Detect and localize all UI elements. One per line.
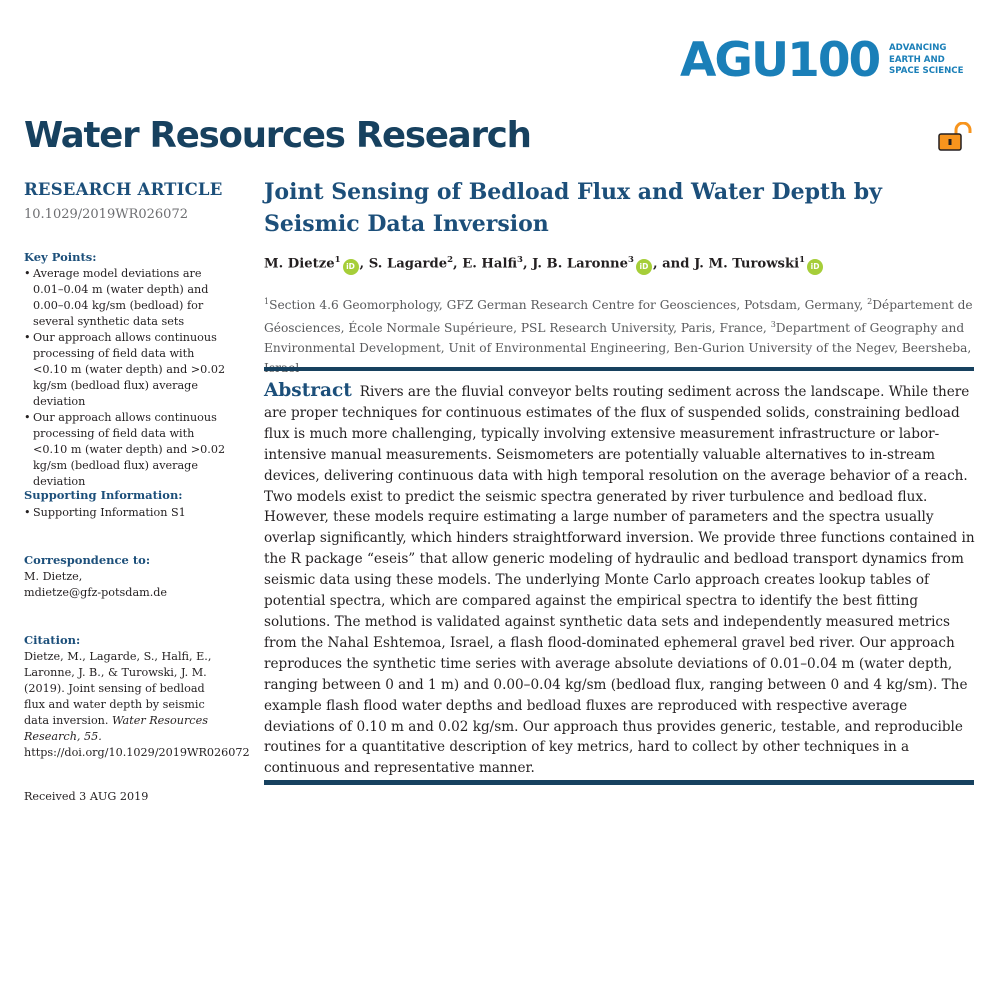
key-points bbox=[24, 266, 232, 490]
orcid-icon[interactable]: iD bbox=[636, 259, 652, 275]
orcid-icon[interactable]: iD bbox=[807, 259, 823, 275]
citation-authors: Dietze, M., Lagarde, S., Halfi, E., Laronne, J. B., & Turowski, J. M. (2019). Joint sensing of bedload flux and water depth by seismic data inversion. bbox=[24, 650, 212, 727]
affiliation-text: Department of Geography and Environmental Development, Unit of Environmental Engineering, Ben-Gurion University of the Negev, Beersheba, bbox=[264, 321, 972, 356]
article-type: RESEARCH ARTICLE bbox=[24, 180, 223, 199]
author-separator: , bbox=[522, 256, 533, 272]
agu-tagline-line-2: EARTH AND bbox=[889, 54, 945, 65]
author-name: J. M. Turowski bbox=[694, 256, 800, 272]
author-list bbox=[264, 255, 824, 275]
agu-tagline-line-3: SPACE SCIENCE bbox=[889, 66, 964, 76]
abstract-heading: Abstract bbox=[264, 380, 352, 401]
article-title: Joint Sensing of Bedload Flux and Water Depth by Seismic Data Inversion bbox=[264, 179, 882, 237]
author-affiliation-number: 3 bbox=[628, 255, 634, 265]
citation-heading: Citation: bbox=[24, 633, 81, 647]
affiliation-number: 2 bbox=[867, 297, 873, 306]
supporting-info-link[interactable]: • Supporting Information S1 bbox=[24, 505, 239, 521]
agu-logo-letters: AGU bbox=[680, 33, 788, 88]
abstract-top-rule bbox=[264, 367, 974, 371]
orcid-icon[interactable]: iD bbox=[343, 259, 359, 275]
correspondence-email[interactable]: mdietze@gfz-potsdam.de bbox=[24, 586, 168, 599]
supporting-info bbox=[24, 505, 239, 521]
author-separator: , bbox=[453, 256, 463, 272]
affiliation-number: 1 bbox=[264, 297, 270, 306]
open-lock-icon bbox=[937, 122, 973, 152]
citation bbox=[24, 649, 250, 761]
correspondence-name: M. Dietze, bbox=[24, 570, 83, 583]
author-name: J. B. Laronne bbox=[532, 256, 629, 272]
citation-doi[interactable]: https://doi.org/10.1029/2019WR026072 bbox=[24, 746, 250, 759]
agu-logo-number: 100 bbox=[787, 33, 880, 88]
author-affiliation-number: 2 bbox=[447, 255, 454, 265]
journal-title: Water Resources Research bbox=[24, 115, 531, 156]
correspondence-heading: Correspondence to: bbox=[24, 553, 151, 567]
supporting-info-heading: Supporting Information: bbox=[24, 488, 183, 502]
author-affiliation-number: 1 bbox=[799, 255, 806, 265]
abstract-bottom-rule bbox=[264, 780, 974, 785]
key-point: • Average model deviations are 0.01–0.04 m (water depth) and 0.00–0.04 kg/sm (bedload) for several synthetic data sets bbox=[24, 266, 232, 330]
key-points-heading: Key Points: bbox=[24, 250, 97, 264]
citation-journal: Water Resources Research bbox=[24, 714, 208, 743]
key-point: • Our approach allows continuous processing of field data with <0.10 m (water depth) and >0.02 kg/sm (bedload flux) average deviation bbox=[24, 330, 232, 410]
author-affiliation-number: 3 bbox=[517, 255, 523, 265]
author-separator: , and bbox=[652, 256, 695, 272]
affiliation-number: 3 bbox=[770, 320, 776, 330]
agu-logo bbox=[680, 33, 980, 88]
agu-tagline-line-1: ADVANCING bbox=[889, 43, 947, 53]
abstract-text: Rivers are the fluvial conveyor belts routing sediment across the landscape. While there are proper techniques for continuous estimates of the flux of suspended solids, constraining bedload flux is much more challenging, typically involving extensive measurement infrastructure or labor-intensive manual measurements. Seismometers are potentially valuable alternatives to in-stream devices, delivering continuous data with high temporal resolution on the average behavior of a reach. Two models exist to predict the seismic spectra generated by river turbulence and bedload flux. However, these models require estimating a large number of parameters and the spectra usually overlap significantly, which hinders straightforward inversion. We provide three functions contained in the R package “eseis” that allow generic modeling of hydraulic and bedload transport dynamics from seismic data using these models. The underlying Monte Carlo approach creates lookup tables of potential spectra, which are compared against the empirical spectra to identify the best fitting solutions. The method is validated against synthetic data sets and independently measured metrics from the Nahal Eshtemoa, Israel, a flash flood-dominated ephemeral gravel bed river. Our approach reproduces the synthetic time series with average absolute deviations of 0.01–0.04 m (water depth, ranging between 0 and 1 m) and 0.00–0.04 kg/sm (bedload flux, ranging between 0 and 4 kg/sm). The example flash flood water depths and bedload fluxes are reproduced with respective average deviations of 0.10 m and 0.02 kg/sm. Our approach thus provides generic, testable, and reproducible routines for a quantitative description of key metrics, hard to collect by other techniques in a continuous and representative manner. bbox=[264, 384, 975, 777]
author-affiliation-number: 1 bbox=[334, 255, 341, 265]
author-name: S. Lagarde bbox=[368, 256, 448, 272]
author-separator: , bbox=[359, 256, 369, 272]
affiliations bbox=[264, 292, 976, 378]
received-date: Received 3 AUG 2019 bbox=[24, 790, 149, 801]
affiliation-text: Département de Géosciences, École Normale Supérieure, PSL Research University, Paris, France, bbox=[264, 298, 973, 336]
key-point: • Our approach allows continuous processing of field data with <0.10 m (water depth) and >0.02 kg/sm (bedload flux) average deviation bbox=[24, 410, 232, 490]
citation-volume: , 55. bbox=[76, 730, 102, 743]
correspondence bbox=[24, 569, 239, 601]
author-name: M. Dietze bbox=[264, 256, 335, 272]
author-name: E. Halfi bbox=[462, 256, 518, 272]
affiliation-text: Section 4.6 Geomorphology, GFZ German Research Centre for Geosciences, Potsdam, Germany, bbox=[269, 298, 868, 313]
agu-logo-mark bbox=[680, 33, 880, 88]
abstract bbox=[264, 381, 976, 779]
doi[interactable]: 10.1029/2019WR026072 bbox=[24, 207, 188, 222]
agu-tagline bbox=[889, 43, 989, 78]
